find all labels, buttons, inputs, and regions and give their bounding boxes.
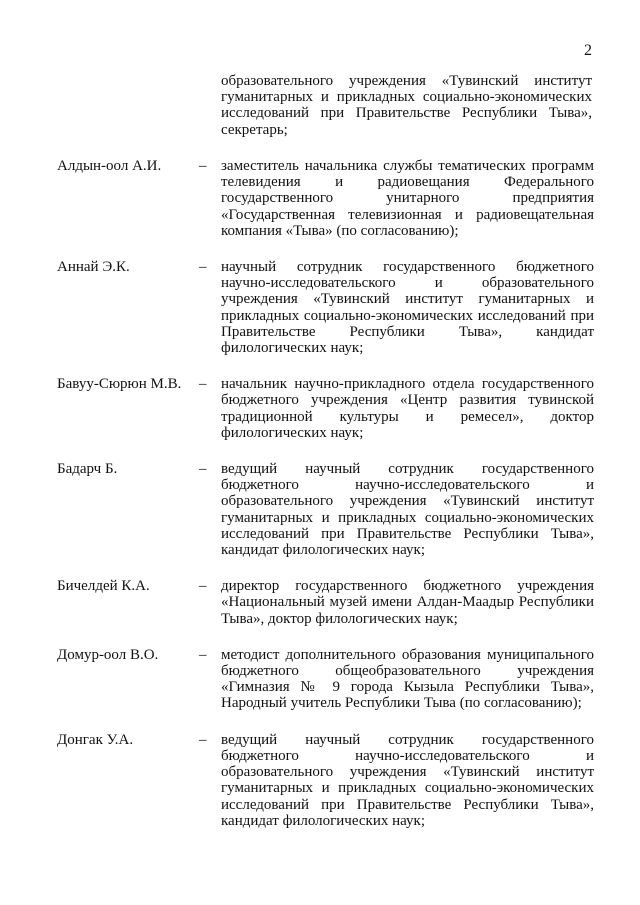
- member-name: Домур-оол В.О.: [57, 646, 159, 663]
- member-description: научный сотрудник государственного бюджетного научно-исследовательского и образовательного учреждения «Тувинский институт гуманитарных и прикладных социально-экономических исследований при Правительстве Республики Тыва», кандидат филологических наук;: [221, 259, 594, 357]
- list-item: [57, 461, 597, 558]
- member-description: ведущий научный сотрудник государственного бюджетного научно-исследовательского и образовательного учреждения «Тувинский институт гуманитарных и прикладных социально-экономических исследований при Правительстве Республики Тыва», кандидат филологических наук;: [221, 461, 594, 559]
- member-name: Бичелдей К.А.: [57, 578, 150, 595]
- member-description: начальник научно-прикладного отдела государственного бюджетного учреждения «Центр развития тувинской традиционной культуры и ремесел», доктор филологических наук;: [221, 376, 594, 441]
- member-description: ведущий научный сотрудник государственного бюджетного научно-исследовательского и образовательного учреждения «Тувинский институт гуманитарных и прикладных социально-экономических исследований при Правительстве Республики Тыва», кандидат филологических наук;: [221, 731, 594, 829]
- list-item: [57, 158, 597, 239]
- list-item: [57, 259, 597, 356]
- list-item: [57, 578, 597, 627]
- dash-separator: –: [199, 578, 207, 595]
- dash-separator: –: [199, 376, 207, 393]
- member-description: директор государственного бюджетного учреждения «Национальный музей имени Алдан-Маадыр Республики Тыва», доктор филологических наук;: [221, 578, 594, 627]
- dash-separator: –: [199, 731, 207, 748]
- dash-separator: –: [199, 158, 207, 174]
- member-name: Аннай Э.К.: [57, 259, 130, 276]
- member-name: Бавуу-Сюрюн М.В.: [57, 376, 182, 393]
- member-name: Бадарч Б.: [57, 461, 118, 478]
- intro-continuation-text: образовательного учреждения «Тувинский институт гуманитарных и прикладных социально-экономических исследований при Правительстве Республики Тыва», секретарь;: [221, 73, 592, 138]
- member-name: Донгак У.А.: [57, 731, 134, 748]
- member-description: методист дополнительного образования муниципального бюджетного общеобразовательного учреждения «Гимназия № 9 города Кызыла Республики Тыва», Народный учитель Республики Тыва (по согласованию);: [221, 646, 594, 712]
- member-description: заместитель начальника службы тематических программ телевидения и радиовещания Федерального государственного унитарного предприятия «Государственная телевизионная и радиовещательная компания «Тыва» (по согласованию);: [221, 158, 594, 239]
- list-item: [57, 376, 597, 441]
- member-name: Алдын-оол А.И.: [57, 158, 162, 174]
- member-list: [57, 158, 597, 849]
- dash-separator: –: [199, 646, 207, 663]
- list-item: [57, 647, 597, 712]
- page-number: 2: [584, 42, 592, 59]
- dash-separator: –: [199, 461, 207, 478]
- list-item: [57, 732, 597, 829]
- dash-separator: –: [199, 259, 207, 276]
